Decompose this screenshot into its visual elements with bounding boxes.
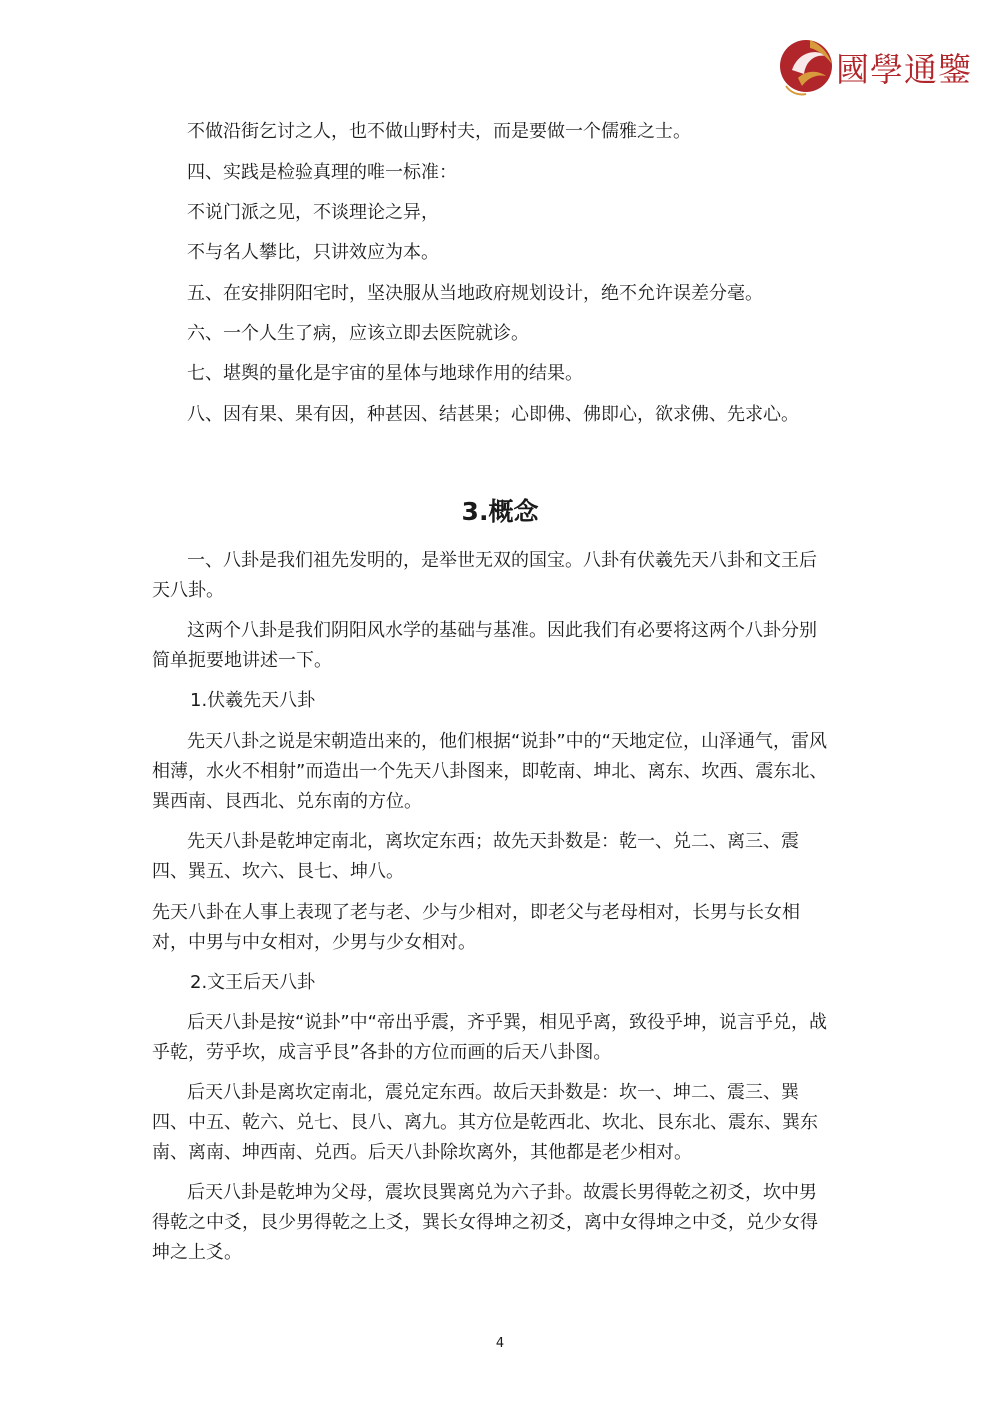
brand-logo: [776, 30, 976, 100]
body-line: 对，中男与中女相对，少男与少女相对。: [152, 932, 476, 953]
body-line: 相薄，水火不相射”而造出一个先天八卦图来，即乾南、坤北、离东、坎西、震东北、: [152, 761, 828, 782]
subheading: 1.伏羲先天八卦: [190, 690, 316, 711]
logo-text: 國學通鑒: [836, 50, 972, 89]
section-title: 3.概念: [461, 497, 539, 526]
body-line: 后天八卦是按“说卦”中“帝出乎震，齐乎巽，相见乎离，致役乎坤，说言乎兑，战: [187, 1012, 827, 1033]
text-line: 不说门派之见，不谈理论之异，: [187, 202, 439, 223]
body-line: 一、八卦是我们祖先发明的，是举世无双的国宝。八卦有伏羲先天八卦和文王后: [187, 550, 817, 571]
text-line: 四、实践是检验真理的唯一标准：: [187, 162, 457, 183]
text-line: 七、堪舆的量化是宇宙的星体与地球作用的结果。: [187, 363, 583, 384]
body-line: 简单扼要地讲述一下。: [152, 650, 332, 671]
body-line: 天八卦。: [152, 580, 224, 601]
text-line: 五、在安排阴阳宅时，坚决服从当地政府规划设计，绝不允许误差分毫。: [187, 283, 763, 304]
text-line: 六、一个人生了病，应该立即去医院就诊。: [187, 323, 529, 344]
body-line: 南、离南、坤西南、兑西。后天八卦除坎离外，其他都是老少相对。: [152, 1142, 692, 1163]
text-line: 不与名人攀比，只讲效应为本。: [187, 242, 439, 263]
body-line: 先天八卦是乾坤定南北，离坎定东西；故先天卦数是：乾一、兑二、离三、震: [187, 831, 799, 852]
page-number: 4: [495, 1336, 505, 1351]
text-line: 八、因有果、果有因，种甚因、结甚果；心即佛、佛即心，欲求佛、先求心。: [187, 404, 799, 425]
phoenix-emblem-icon: [776, 30, 838, 100]
body-line: 得乾之中爻，艮少男得乾之上爻，巽长女得坤之初爻，离中女得坤之中爻，兑少女得: [152, 1212, 818, 1233]
body-line: 乎乾，劳乎坎，成言乎艮”各卦的方位而画的后天八卦图。: [152, 1042, 612, 1063]
body-line: 四、巽五、坎六、艮七、坤八。: [152, 861, 404, 882]
subheading: 2.文王后天八卦: [190, 972, 316, 993]
body-line: 四、中五、乾六、兑七、艮八、离九。其方位是乾西北、坎北、艮东北、震东、巽东: [152, 1112, 818, 1133]
body-line: 后天八卦是乾坤为父母，震坎艮巽离兑为六子卦。故震长男得乾之初爻，坎中男: [187, 1182, 817, 1203]
body-line: 先天八卦在人事上表现了老与老、少与少相对，即老父与老母相对，长男与长女相: [152, 902, 800, 923]
body-line: 坤之上爻。: [152, 1242, 242, 1263]
body-line: 先天八卦之说是宋朝造出来的，他们根据“说卦”中的“天地定位，山泽通气，雷风: [187, 731, 827, 752]
body-line: 巽西南、艮西北、兑东南的方位。: [152, 791, 422, 812]
body-line: 这两个八卦是我们阴阳风水学的基础与基准。因此我们有必要将这两个八卦分别: [187, 620, 817, 641]
text-line: 不做沿街乞讨之人，也不做山野村夫，而是要做一个儒雅之士。: [187, 121, 691, 142]
body-line: 后天八卦是离坎定南北，震兑定东西。故后天卦数是：坎一、坤二、震三、巽: [187, 1082, 799, 1103]
